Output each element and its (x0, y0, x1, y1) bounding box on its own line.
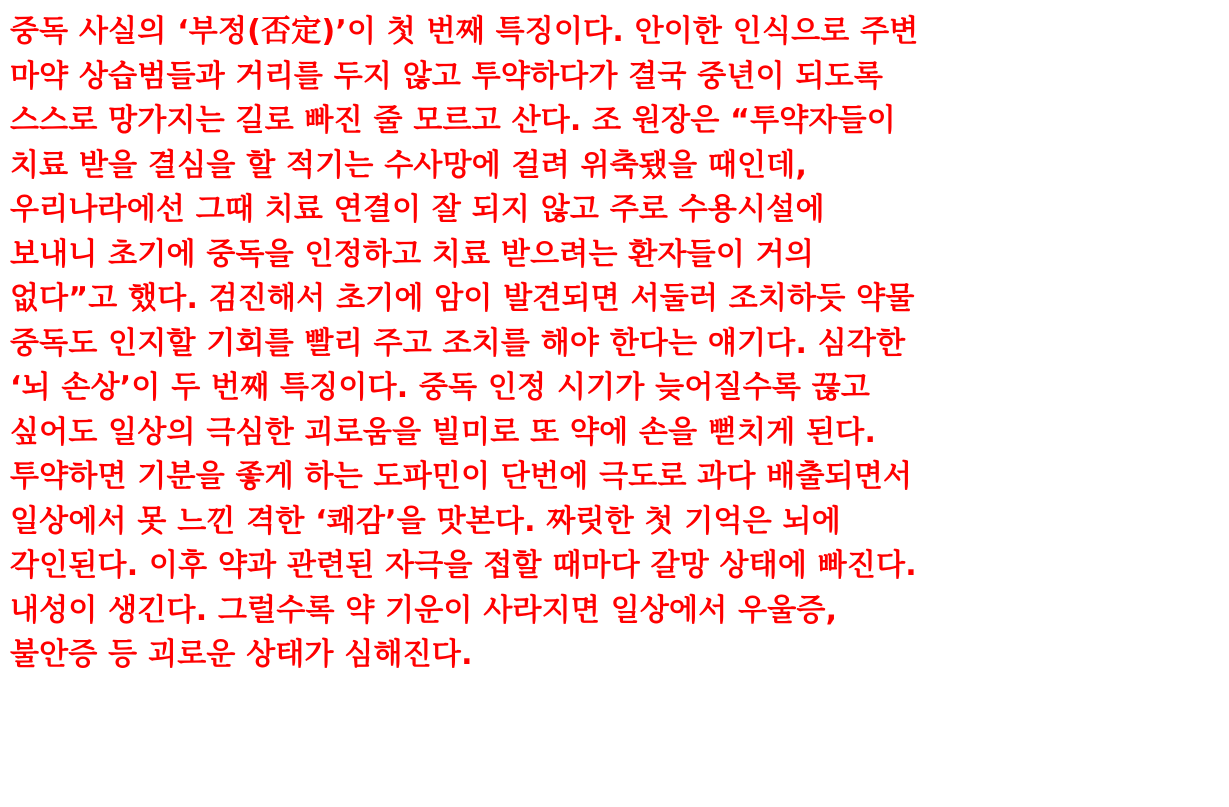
text-line: 치료 받을 결심을 할 적기는 수사망에 걸려 위축됐을 때인데, (10, 147, 808, 183)
text-line: ‘뇌 손상’이 두 번째 특징이다. 중독 인정 시기가 늦어질수록 끊고 (10, 370, 871, 405)
text-line: 내성이 생긴다. 그럴수록 약 기운이 사라지면 일상에서 우울증, (10, 592, 838, 628)
text-line: 싶어도 일상의 극심한 괴로움을 빌미로 또 약에 손을 뻗치게 된다. (10, 414, 877, 450)
text-line: 우리나라에선 그때 치료 연결이 잘 되지 않고 주로 수용시설에 (10, 192, 825, 227)
text-line: 스스로 망가지는 길로 빠진 줄 모르고 산다. 조 원장은 “투약자들이 (10, 103, 896, 138)
text-line: 각인된다. 이후 약과 관련된 자극을 접할 때마다 갈망 상태에 빠진다. (10, 548, 917, 583)
text-line: 보내니 초기에 중독을 인정하고 치료 받으려는 환자들이 거의 (10, 236, 815, 272)
text-line: 중독 사실의 ‘부정(否定)’이 첫 번째 특징이다. 안이한 인식으로 주변 (10, 14, 919, 49)
text-line: 마약 상습범들과 거리를 두지 않고 투약하다가 결국 중년이 되도록 (10, 58, 884, 94)
text-line: 투약하면 기분을 좋게 하는 도파민이 단번에 극도로 과다 배출되면서 (10, 459, 913, 494)
text-line: 중독도 인지할 기회를 빨리 주고 조치를 해야 한다는 얘기다. 심각한 (10, 325, 906, 361)
document-body (10, 10, 1220, 678)
text-line: 일상에서 못 느낀 격한 ‘쾌감’을 맛본다. 짜릿한 첫 기억은 뇌에 (10, 503, 841, 539)
text-line: 불안증 등 괴로운 상태가 심해진다. (10, 637, 473, 672)
text-line: 없다”고 했다. 검진해서 초기에 암이 발견되면 서둘러 조치하듯 약물 (10, 281, 915, 316)
